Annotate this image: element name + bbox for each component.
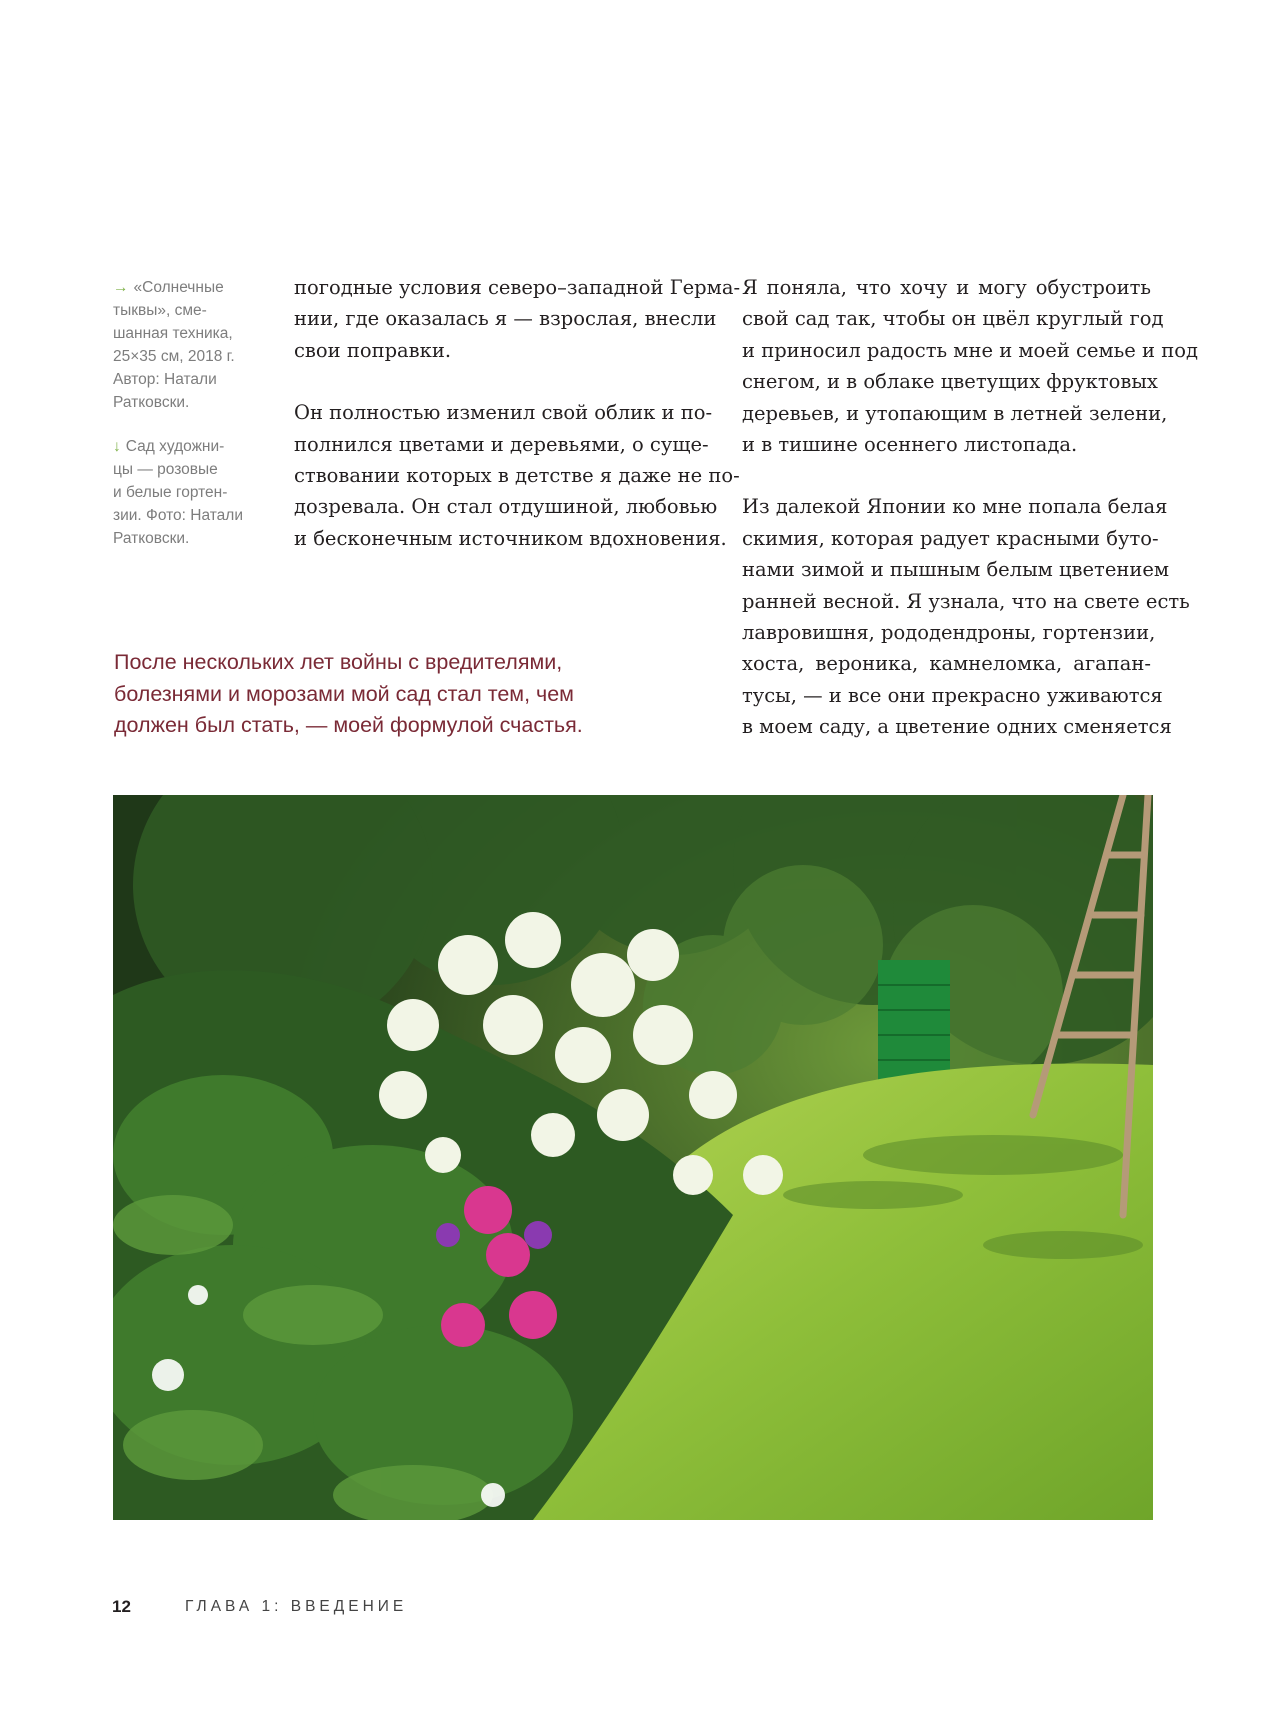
- paragraph: [742, 491, 1190, 742]
- caption-2: [113, 435, 263, 550]
- caption-line: [113, 458, 263, 481]
- text-line: хоста, вероника, камнеломка, агапан-: [742, 652, 1151, 676]
- caption-1: [113, 276, 263, 414]
- paragraph: [294, 397, 740, 554]
- pull-quote-line: должен был стать, — моей формулой счастья.: [114, 713, 583, 737]
- running-head: ГЛАВА 1: ВВЕДЕНИЕ: [185, 1598, 408, 1615]
- text-column-middle: [294, 272, 741, 585]
- text-line: лавровишня, рододендроны, гортензии,: [742, 621, 1156, 645]
- caption-text: 25×35 см, 2018 г.: [113, 348, 235, 365]
- caption-text: и белые гортен-: [113, 484, 228, 501]
- arrow-icon: →: [113, 279, 129, 296]
- paragraph: [742, 272, 1198, 460]
- text-line: тусы, — и все они прекрасно уживаются: [742, 683, 1163, 707]
- text-line: ранней весной. Я узнала, что на свете есть: [742, 589, 1190, 613]
- text-column-right: [742, 272, 1198, 774]
- caption-text: Ратковски.: [113, 530, 190, 547]
- caption-text: шанная техника,: [113, 325, 233, 342]
- caption-text: «Солнечные: [133, 279, 224, 296]
- text-line: погодные условия северо–западной Герма-: [294, 276, 741, 299]
- garden-photo: [113, 795, 1153, 1520]
- caption-text: Ратковски.: [113, 394, 190, 411]
- caption-line: [113, 504, 263, 527]
- text-line: дозревала. Он стал отдушиной, любовью: [294, 495, 718, 519]
- caption-text: зии. Фото: Натали: [113, 507, 243, 524]
- text-line: свои поправки.: [294, 338, 452, 362]
- caption-line: [113, 435, 263, 458]
- photo-captions: [113, 276, 263, 571]
- text-line: Из далекой Японии ко мне попала белая: [742, 495, 1168, 519]
- caption-line: [113, 368, 263, 391]
- page-number: 12: [112, 1597, 131, 1616]
- text-line: свой сад так, чтобы он цвёл круглый год: [742, 307, 1164, 331]
- caption-text: Автор: Натали: [113, 371, 217, 388]
- text-line: скимия, которая радует красными буто-: [742, 526, 1159, 550]
- text-line: деревьев, и утопающим в летней зелени,: [742, 401, 1168, 425]
- caption-line: [113, 527, 263, 550]
- text-line: нами зимой и пышным белым цветением: [742, 558, 1170, 582]
- text-line: Он полностью изменил свой облик и по-: [294, 401, 713, 425]
- pull-quote-line: После нескольких лет войны с вредителями,: [114, 650, 563, 674]
- text-line: и в тишине осеннего листопада.: [742, 433, 1078, 457]
- text-line: ствовании которых в детстве я даже не по-: [294, 464, 740, 488]
- pull-quote: [114, 647, 674, 742]
- text-line: снегом, и в облаке цветущих фруктовых: [742, 370, 1158, 394]
- caption-text: Сад художни-: [125, 438, 225, 455]
- text-line: Я поняла, что хочу и могу обустроить: [742, 276, 1151, 299]
- caption-line: [113, 322, 263, 345]
- caption-text: тыквы», сме-: [113, 302, 207, 319]
- text-line: в моем саду, а цветение одних сменяется: [742, 715, 1172, 739]
- text-line: и бесконечным источником вдохновения.: [294, 526, 727, 550]
- caption-line: [113, 299, 263, 322]
- pull-quote-line: болезнями и морозами мой сад стал тем, чем: [114, 681, 574, 706]
- paragraph: [294, 272, 741, 366]
- caption-line: [113, 481, 263, 504]
- text-line: и приносил радость мне и моей семье и под: [742, 338, 1198, 362]
- caption-line: [113, 345, 263, 368]
- caption-line: [113, 276, 263, 299]
- arrow-icon: ↓: [113, 438, 121, 455]
- text-line: нии, где оказалась я — взрослая, внесли: [294, 307, 717, 331]
- text-line: полнился цветами и деревьями, о суще-: [294, 432, 709, 456]
- caption-text: цы — розовые: [113, 461, 218, 478]
- caption-line: [113, 391, 263, 414]
